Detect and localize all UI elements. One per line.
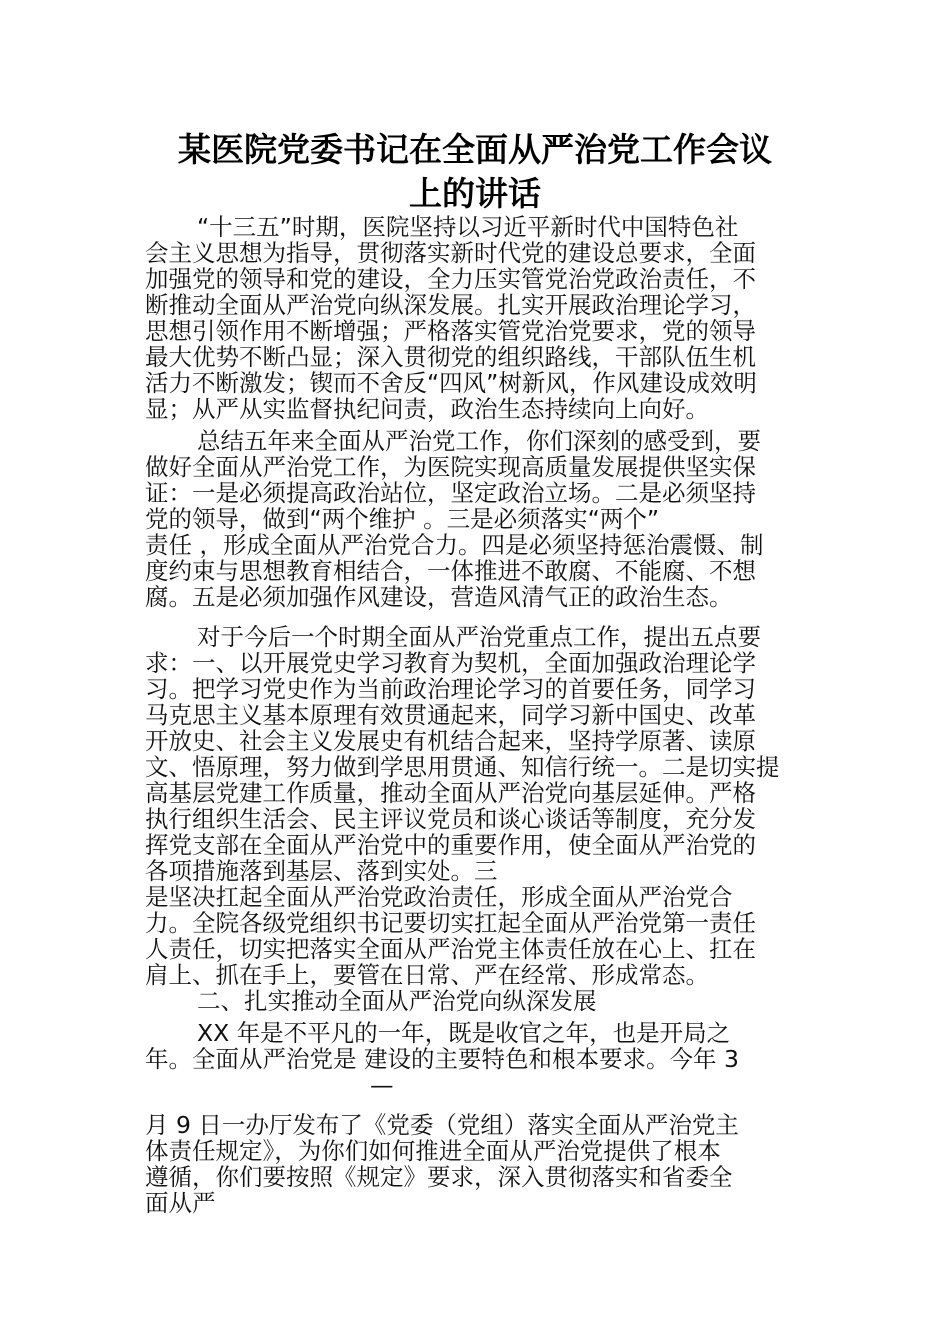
- text-line: 断推动全面从严治党向纵深发展。扎实开展政治理论学习，: [145, 291, 756, 319]
- text-line: 肩上、抓在手上，要管在日常、严在经常、形成常态。: [145, 961, 709, 989]
- text-line: 总结五年来全面从严治党工作，你们深刻的感受到，要: [197, 427, 761, 455]
- paragraph-summary: [145, 428, 805, 610]
- text-line: 马克思主义基本原理有效贯通起来，同学习新中国史、改革: [145, 701, 756, 729]
- text-line: 执行组织生活会、民主评议党员和谈心谈话等制度，充分发: [145, 805, 756, 833]
- paragraph-intro: [145, 214, 805, 422]
- document-title: [140, 128, 810, 216]
- text-line: 月 9 日一办厅发布了《党委（党组）落实全面从严治党主: [145, 1111, 739, 1139]
- text-line: 会主义思想为指导，贯彻落实新时代党的建设总要求，全面: [145, 239, 756, 267]
- paragraph-requirements: [145, 624, 805, 988]
- text-line: 党的领导，做到“两个维护 。三是必须落实“两个”: [145, 505, 659, 533]
- text-line: 加强党的领导和党的建设，全力压实管党治党政治责任，不: [145, 265, 756, 293]
- section-heading: [145, 988, 805, 1014]
- text-line: 最大优势不断凸显；深入贯彻党的组织路线，干部队伍生机: [145, 343, 756, 371]
- text-line: 文、悟原理，努力做到学思用贯通、知信行统一。二是切实提: [145, 753, 780, 781]
- title-line: 某医院党委书记在全面从严治党工作会议: [178, 130, 772, 169]
- dash-mark: [370, 1072, 430, 1098]
- text-line: 对于今后一个时期全面从严治党重点工作，提出五点要: [197, 623, 761, 651]
- text-line: 面从严: [145, 1189, 216, 1217]
- text-line: 思想引领作用不断增强；严格落实管党治党要求，党的领导: [145, 317, 756, 345]
- text-line: 腐。五是必须加强作风建设，营造风清气正的政治生态。: [145, 583, 733, 611]
- text-line: 是坚决扛起全面从严治党政治责任，形成全面从严治党合: [145, 883, 733, 911]
- text-line: 高基层党建工作质量，推动全面从严治党向基层延伸。严格: [145, 779, 756, 807]
- text-line: 人责任，切实把落实全面从严治党主体责任放在心上、扛在: [145, 935, 756, 963]
- text-line: 证：一是必须提高政治站位，坚定政治立场。二是必须坚持: [145, 479, 756, 507]
- text-line: “十三五”时期，医院坚持以习近平新时代中国特色社: [197, 213, 739, 241]
- text-line: 求：一、以开展党史学习教育为契机，全面加强政治理论学: [145, 649, 756, 677]
- text-line: 各项措施落到基层、落到实处。三: [145, 857, 498, 885]
- text-line: 责任 ，形成全面从严治党合力。四是必须坚持惩治震慑、制: [145, 531, 764, 559]
- text-line: 做好全面从严治党工作，为医院实现高质量发展提供坚实保: [145, 453, 756, 481]
- text-line: 挥党支部在全面从严治党中的重要作用，使全面从严治党的: [145, 831, 756, 859]
- text-line: 力。全院各级党组织书记要切实扛起全面从严治党第一责任: [145, 909, 756, 937]
- text-line: 显；从严从实监督执纪问责，政治生态持续向上向好。: [145, 395, 709, 423]
- text-line: 度约束与思想教育相结合，一体推进不敢腐、不能腐、不想: [145, 557, 756, 585]
- text-line: 活力不断激发；锲而不舍反“四风”树新风，作风建设成效明: [145, 369, 757, 397]
- paragraph-year: [145, 1020, 805, 1072]
- text-line: XX 年是不平凡的一年，既是收官之年，也是开局之: [197, 1019, 731, 1047]
- paragraph-regulation: [145, 1112, 805, 1216]
- section-heading-text: 二、扎实推动全面从严治党向纵深发展: [197, 987, 597, 1015]
- text-line: 年。全面从严治党是 建设的主要特色和根本要求。今年 3: [145, 1045, 739, 1073]
- text-line: 习。把学习党史作为当前政治理论学习的首要任务，同学习: [145, 675, 756, 703]
- title-line: 上的讲话: [409, 174, 541, 213]
- text-line: 遵循，你们要按照《规定》要求，深入贯彻落实和省委全: [145, 1163, 733, 1191]
- text-line: 开放史、社会主义发展史有机结合起来，坚持学原著、读原: [145, 727, 756, 755]
- text-line: 体责任规定》，为你们如何推进全面从严治党提供了根本: [145, 1137, 721, 1165]
- dash-text: —: [370, 1071, 394, 1099]
